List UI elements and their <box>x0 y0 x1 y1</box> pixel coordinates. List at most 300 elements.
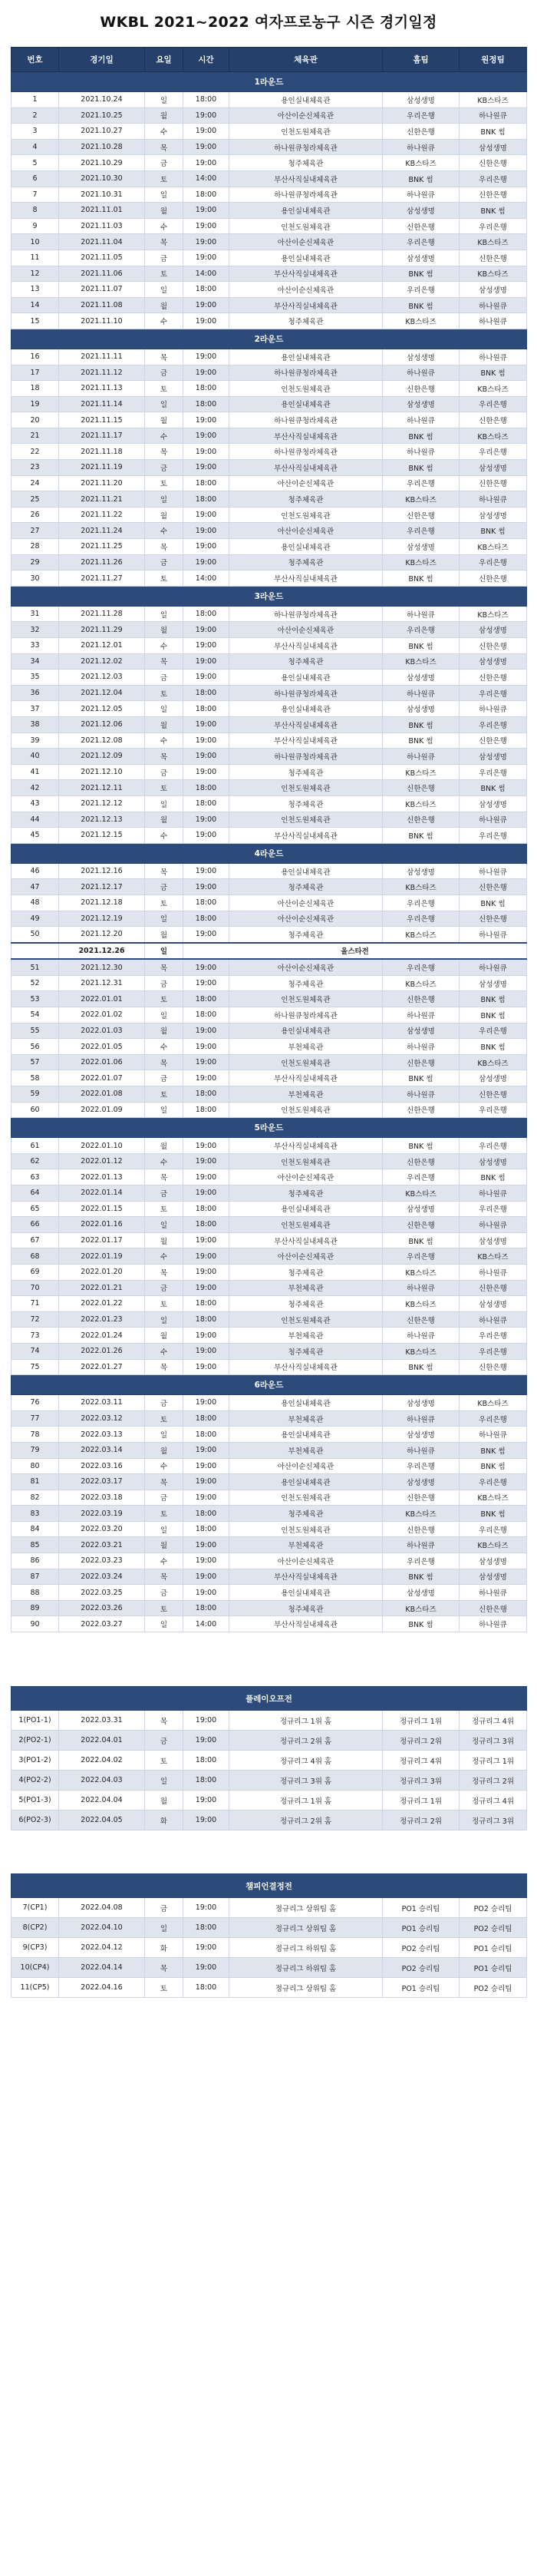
cell: 2021.12.04 <box>59 685 145 701</box>
table-row <box>12 1086 527 1103</box>
cell: 청주체육관 <box>229 554 383 570</box>
column-header: 홈팀 <box>383 48 460 72</box>
cell: 수 <box>145 1153 183 1169</box>
cell: 금 <box>145 1070 183 1086</box>
cell: 우리은행 <box>383 1248 460 1265</box>
cell: 목 <box>145 139 183 155</box>
cell: 19:00 <box>183 1938 229 1958</box>
cell: 19:00 <box>183 554 229 570</box>
cell: 월 <box>145 622 183 638</box>
cell: 하나원큐 <box>383 1086 460 1103</box>
cell: 2021.11.17 <box>59 428 145 444</box>
cell: 우리은행 <box>383 1458 460 1474</box>
cell: 신한은행 <box>460 1359 527 1375</box>
cell: 정규리그 1위 <box>383 1711 460 1731</box>
table-row <box>12 1553 527 1569</box>
cell: 부산사직실내체육관 <box>229 428 383 444</box>
table-row <box>12 92 527 108</box>
cell: 인천도원체육관 <box>229 1054 383 1070</box>
cell: 월 <box>145 1138 183 1154</box>
cell: KB스타즈 <box>383 313 460 329</box>
cell: 18:00 <box>183 1296 229 1312</box>
cell: 신한은행 <box>460 475 527 491</box>
table-row <box>12 266 527 282</box>
cell: 하나원큐청라체육관 <box>229 365 383 381</box>
cell: 하나원큐 <box>460 1217 527 1233</box>
cell: 2022.03.13 <box>59 1427 145 1443</box>
cell: PO1 승리팀 <box>383 1978 460 1998</box>
table-row <box>12 685 527 701</box>
cell: 용인실내체육관 <box>229 92 383 108</box>
cell: 삼성생명 <box>460 975 527 991</box>
cell: 토 <box>145 1201 183 1217</box>
cell: 하나원큐 <box>460 349 527 365</box>
cell: 부천체육관 <box>229 1442 383 1458</box>
cell: 용인실내체육관 <box>229 539 383 555</box>
cell: 부천체육관 <box>229 1039 383 1055</box>
cell: 2022.01.08 <box>59 1086 145 1103</box>
cell: 83 <box>12 1506 59 1522</box>
cell: 14:00 <box>183 170 229 187</box>
cell: 19:00 <box>183 1185 229 1202</box>
cell: 용인실내체육관 <box>229 1395 383 1411</box>
cell: 38 <box>12 716 59 732</box>
cell: 토 <box>145 1296 183 1312</box>
cell: 우리은행 <box>383 523 460 539</box>
cell: 70 <box>12 1280 59 1296</box>
cell: 19:00 <box>183 863 229 879</box>
cell: 삼성생명 <box>460 1232 527 1248</box>
cell: 용인실내체육관 <box>229 349 383 365</box>
table-row <box>12 170 527 187</box>
cell: BNK 썸 <box>383 1359 460 1375</box>
cell: 우리은행 <box>383 894 460 911</box>
cell: 정규리그 하위팀 홈 <box>229 1938 383 1958</box>
cell: 삼성생명 <box>383 670 460 686</box>
cell: BNK 썸 <box>460 894 527 911</box>
cell: 부산사직실내체육관 <box>229 1359 383 1375</box>
cell: PO2 승리팀 <box>383 1958 460 1978</box>
cell: 18:00 <box>183 1600 229 1616</box>
cell: PO2 승리팀 <box>383 1938 460 1958</box>
cell: 신한은행 <box>460 732 527 749</box>
cell: 2022.01.15 <box>59 1201 145 1217</box>
cell: 하나원큐청라체육관 <box>229 444 383 460</box>
cell: 일 <box>145 606 183 622</box>
cell: 토 <box>145 1506 183 1522</box>
table-row <box>12 927 527 943</box>
cell: 아산이순신체육관 <box>229 107 383 124</box>
cell: 금 <box>145 365 183 381</box>
cell: 19 <box>12 396 59 412</box>
cell: 72 <box>12 1311 59 1328</box>
cell: 87 <box>12 1569 59 1585</box>
table-row <box>12 1232 527 1248</box>
cell: 아산이순신체육관 <box>229 959 383 975</box>
cell: 25 <box>12 491 59 508</box>
cell: 19:00 <box>183 313 229 329</box>
page-title: WKBL 2021~2022 여자프로농구 시즌 경기일정 <box>100 14 437 31</box>
cell: 41 <box>12 764 59 780</box>
cell: 청주체육관 <box>229 795 383 812</box>
cell: 61 <box>12 1138 59 1154</box>
cell: 19:00 <box>183 1731 229 1751</box>
section-label: 3라운드 <box>12 586 527 606</box>
table-row <box>12 894 527 911</box>
allstar-label: 올스타전 <box>183 943 527 960</box>
cell: 삼성생명 <box>460 139 527 155</box>
cell: 19:00 <box>183 349 229 365</box>
cell: 금 <box>145 670 183 686</box>
cell: 부산사직실내체육관 <box>229 460 383 476</box>
section-header-row <box>12 329 527 349</box>
cell: 12 <box>12 266 59 282</box>
cell: 2021.11.03 <box>59 218 145 234</box>
cell: 삼성생명 <box>383 203 460 219</box>
cell: 2022.01.14 <box>59 1185 145 1202</box>
cell: 28 <box>12 539 59 555</box>
cell: 3(PO1-2) <box>12 1751 59 1771</box>
cell: BNK 썸 <box>383 297 460 313</box>
cell: 목 <box>145 959 183 975</box>
cell: 19:00 <box>183 1138 229 1154</box>
cell: PO1 승리팀 <box>460 1958 527 1978</box>
table-row <box>12 1410 527 1427</box>
cell: 6(PO2-3) <box>12 1810 59 1830</box>
cell: 신한은행 <box>383 1153 460 1169</box>
cell: 19:00 <box>183 927 229 943</box>
table-row <box>12 365 527 381</box>
cell: 부산사직실내체육관 <box>229 716 383 732</box>
cell: 2022.01.03 <box>59 1023 145 1039</box>
cell: 3 <box>12 124 59 140</box>
cell: 수 <box>145 1553 183 1569</box>
cell: BNK 썸 <box>460 1039 527 1055</box>
cell: 19:00 <box>183 234 229 250</box>
table-row <box>12 1070 527 1086</box>
table-row <box>12 795 527 812</box>
cell: 월 <box>145 716 183 732</box>
cell: 15 <box>12 313 59 329</box>
cell: 19:00 <box>183 218 229 234</box>
table-row <box>12 1395 527 1411</box>
cell: 19:00 <box>183 412 229 428</box>
cell: 삼성생명 <box>460 460 527 476</box>
cell: 81 <box>12 1474 59 1490</box>
cell: 청주체육관 <box>229 1506 383 1522</box>
cell: 인천도원체육관 <box>229 1311 383 1328</box>
table-row <box>12 1918 527 1938</box>
cell: 2022.01.17 <box>59 1232 145 1248</box>
cell: 2021.11.07 <box>59 282 145 298</box>
cell: KB스타즈 <box>460 1248 527 1265</box>
cell: 정규리그 4위 <box>383 1751 460 1771</box>
cell: 2022.01.26 <box>59 1343 145 1359</box>
cell: 2021.11.10 <box>59 313 145 329</box>
cell: 청주체육관 <box>229 1600 383 1616</box>
cell: 우리은행 <box>460 1023 527 1039</box>
cell: 하나원큐 <box>383 444 460 460</box>
table-row <box>12 234 527 250</box>
cell: 48 <box>12 894 59 911</box>
cell: 14:00 <box>183 1616 229 1632</box>
cell: BNK 썸 <box>383 570 460 587</box>
cell: 삼성생명 <box>460 1070 527 1086</box>
cell: 하나원큐 <box>383 365 460 381</box>
cell: 2022.01.07 <box>59 1070 145 1086</box>
cell: 신한은행 <box>460 570 527 587</box>
table-row <box>12 1039 527 1055</box>
table-row <box>12 1600 527 1616</box>
cell: 55 <box>12 1023 59 1039</box>
table-row <box>12 460 527 476</box>
cell: 우리은행 <box>460 1328 527 1344</box>
cell: 2021.12.03 <box>59 670 145 686</box>
cell: 청주체육관 <box>229 313 383 329</box>
table-row <box>12 1490 527 1506</box>
cell: KB스타즈 <box>383 554 460 570</box>
cell: 일 <box>145 701 183 717</box>
cell: BNK 썸 <box>383 716 460 732</box>
column-header: 요일 <box>145 48 183 72</box>
cell: 19:00 <box>183 107 229 124</box>
cell: 인천도원체육관 <box>229 124 383 140</box>
cell: 14:00 <box>183 570 229 587</box>
cell: 하나원큐 <box>460 959 527 975</box>
cell: 인천도원체육관 <box>229 1102 383 1118</box>
table-row <box>12 539 527 555</box>
cell: 토 <box>145 1410 183 1427</box>
table-row <box>12 570 527 587</box>
cell: 하나원큐 <box>460 297 527 313</box>
cell: 2(PO2-1) <box>12 1731 59 1751</box>
table-row <box>12 653 527 670</box>
cell: 14 <box>12 297 59 313</box>
cell: KB스타즈 <box>460 92 527 108</box>
cell: 18:00 <box>183 1751 229 1771</box>
cell: 19:00 <box>183 1898 229 1918</box>
table-row <box>12 1054 527 1070</box>
table-row <box>12 523 527 539</box>
cell: 청주체육관 <box>229 927 383 943</box>
cell: 하나원큐 <box>460 1311 527 1328</box>
cell: KB스타즈 <box>383 1506 460 1522</box>
cell: 청주체육관 <box>229 1296 383 1312</box>
cell: 우리은행 <box>460 1201 527 1217</box>
cell: 일 <box>145 92 183 108</box>
table-row <box>12 716 527 732</box>
cell: 19:00 <box>183 1248 229 1265</box>
cell: 33 <box>12 638 59 654</box>
cell: 64 <box>12 1185 59 1202</box>
cell: 부산사직실내체육관 <box>229 1070 383 1086</box>
cell: 19:00 <box>183 653 229 670</box>
cell: 토 <box>145 570 183 587</box>
cell: 2021.11.25 <box>59 539 145 555</box>
cell: 18:00 <box>183 795 229 812</box>
cell: 삼성생명 <box>383 1395 460 1411</box>
cell: 2021.11.18 <box>59 444 145 460</box>
cell: 18:00 <box>183 606 229 622</box>
cell: 화 <box>145 1938 183 1958</box>
cell: 2021.11.29 <box>59 622 145 638</box>
section-label: 챔피언결정전 <box>12 1874 527 1898</box>
table-row <box>12 670 527 686</box>
cell: 목 <box>145 349 183 365</box>
cell: 토 <box>145 475 183 491</box>
cell: 19:00 <box>183 1490 229 1506</box>
cell: 신한은행 <box>383 507 460 523</box>
cell: 19:00 <box>183 812 229 828</box>
cell: 금 <box>145 1898 183 1918</box>
cell: PO2 승리팀 <box>460 1918 527 1938</box>
cell: 36 <box>12 685 59 701</box>
cell: 삼성생명 <box>383 92 460 108</box>
cell: 2021.11.27 <box>59 570 145 587</box>
cell: 용인실내체육관 <box>229 863 383 879</box>
cell: 하나원큐 <box>460 1616 527 1632</box>
cell: 19:00 <box>183 1169 229 1185</box>
cell: 43 <box>12 795 59 812</box>
cell: 용인실내체육관 <box>229 1474 383 1490</box>
cell: BNK 썸 <box>460 1442 527 1458</box>
cell: 2022.03.19 <box>59 1506 145 1522</box>
cell: 46 <box>12 863 59 879</box>
cell: 아산이순신체육관 <box>229 234 383 250</box>
cell: 수 <box>145 428 183 444</box>
cell: 일 <box>145 1217 183 1233</box>
table-row <box>12 991 527 1007</box>
cell: 청주체육관 <box>229 975 383 991</box>
table-row <box>12 1296 527 1312</box>
cell: 수 <box>145 1039 183 1055</box>
cell: 62 <box>12 1153 59 1169</box>
cell: BNK 썸 <box>383 1616 460 1632</box>
cell: 2022.03.23 <box>59 1553 145 1569</box>
cell: 정규리그 1위 <box>383 1791 460 1810</box>
cell: 삼성생명 <box>460 1569 527 1585</box>
cell: 정규리그 상위팀 홈 <box>229 1898 383 1918</box>
cell: 45 <box>12 828 59 844</box>
cell: 목 <box>145 1958 183 1978</box>
cell: 19:00 <box>183 539 229 555</box>
cell: 정규리그 3위 <box>383 1771 460 1791</box>
cell: 우리은행 <box>383 911 460 927</box>
cell: 일 <box>145 1102 183 1118</box>
cell: 19:00 <box>183 507 229 523</box>
cell: 68 <box>12 1248 59 1265</box>
cell: 부산사직실내체육관 <box>229 1569 383 1585</box>
cell: 31 <box>12 606 59 622</box>
cell: 2021.11.06 <box>59 266 145 282</box>
cell: 2022.03.11 <box>59 1395 145 1411</box>
cell: 2021.11.22 <box>59 507 145 523</box>
table-row <box>12 250 527 266</box>
cell: 신한은행 <box>383 1311 460 1328</box>
cell: 37 <box>12 701 59 717</box>
cell: 정규리그 1위 홈 <box>229 1711 383 1731</box>
cell: 2021.12.10 <box>59 764 145 780</box>
cell: PO2 승리팀 <box>460 1898 527 1918</box>
cell: 18:00 <box>183 911 229 927</box>
cell: 2021.11.01 <box>59 203 145 219</box>
cell: 삼성생명 <box>460 1553 527 1569</box>
section-label: 플레이오프전 <box>12 1687 527 1711</box>
cell: 53 <box>12 991 59 1007</box>
cell: 삼성생명 <box>460 795 527 812</box>
cell: 19:00 <box>183 1264 229 1280</box>
cell: 2021.11.21 <box>59 491 145 508</box>
cell: 청주체육관 <box>229 1343 383 1359</box>
cell: 2022.03.14 <box>59 1442 145 1458</box>
cell: 2022.03.26 <box>59 1600 145 1616</box>
cell: 14:00 <box>183 266 229 282</box>
cell: 2022.01.24 <box>59 1328 145 1344</box>
cell: 90 <box>12 1616 59 1632</box>
cell: 하나원큐 <box>383 606 460 622</box>
cell: 정규리그 4위 <box>460 1711 527 1731</box>
cell: 하나원큐 <box>383 1442 460 1458</box>
cell: 우리은행 <box>460 1343 527 1359</box>
section-header-row <box>12 1375 527 1395</box>
cell: BNK 썸 <box>460 124 527 140</box>
cell: 2022.01.02 <box>59 1007 145 1023</box>
cell: KB스타즈 <box>460 1490 527 1506</box>
finals-body <box>12 1874 527 1998</box>
cell: 2022.04.02 <box>59 1751 145 1771</box>
cell: 13 <box>12 282 59 298</box>
playoffs-table <box>11 1686 527 1830</box>
cell: 아산이순신체육관 <box>229 1458 383 1474</box>
cell: 부천체육관 <box>229 1537 383 1553</box>
cell: 정규리그 2위 <box>383 1810 460 1830</box>
regular-season-table <box>11 47 527 1632</box>
cell: KB스타즈 <box>383 795 460 812</box>
cell: 일 <box>145 491 183 508</box>
cell: 우리은행 <box>383 622 460 638</box>
cell: 19:00 <box>183 1442 229 1458</box>
cell: 하나원큐청라체육관 <box>229 1007 383 1023</box>
table-row <box>12 1958 527 1978</box>
cell: 2021.12.08 <box>59 732 145 749</box>
table-row <box>12 349 527 365</box>
table-header-row <box>12 48 527 72</box>
table-row <box>12 1328 527 1344</box>
cell: 삼성생명 <box>383 539 460 555</box>
cell: 토 <box>145 780 183 796</box>
cell: 19:00 <box>183 1039 229 1055</box>
table-row <box>12 959 527 975</box>
cell: 하나원큐청라체육관 <box>229 412 383 428</box>
cell: 삼성생명 <box>460 622 527 638</box>
cell: 19:00 <box>183 1569 229 1585</box>
cell: 2021.10.27 <box>59 124 145 140</box>
cell: KB스타즈 <box>460 606 527 622</box>
cell: 2022.03.12 <box>59 1410 145 1427</box>
cell: 우리은행 <box>460 554 527 570</box>
cell: 부천체육관 <box>229 1086 383 1103</box>
cell: 목 <box>145 234 183 250</box>
cell: 용인실내체육관 <box>229 396 383 412</box>
cell: 2021.11.19 <box>59 460 145 476</box>
cell: 19:00 <box>183 764 229 780</box>
table-row <box>12 1153 527 1169</box>
cell: 삼성생명 <box>460 1296 527 1312</box>
cell: 신한은행 <box>383 812 460 828</box>
section-header-row <box>12 72 527 92</box>
cell: 19:00 <box>183 428 229 444</box>
cell: 89 <box>12 1600 59 1616</box>
